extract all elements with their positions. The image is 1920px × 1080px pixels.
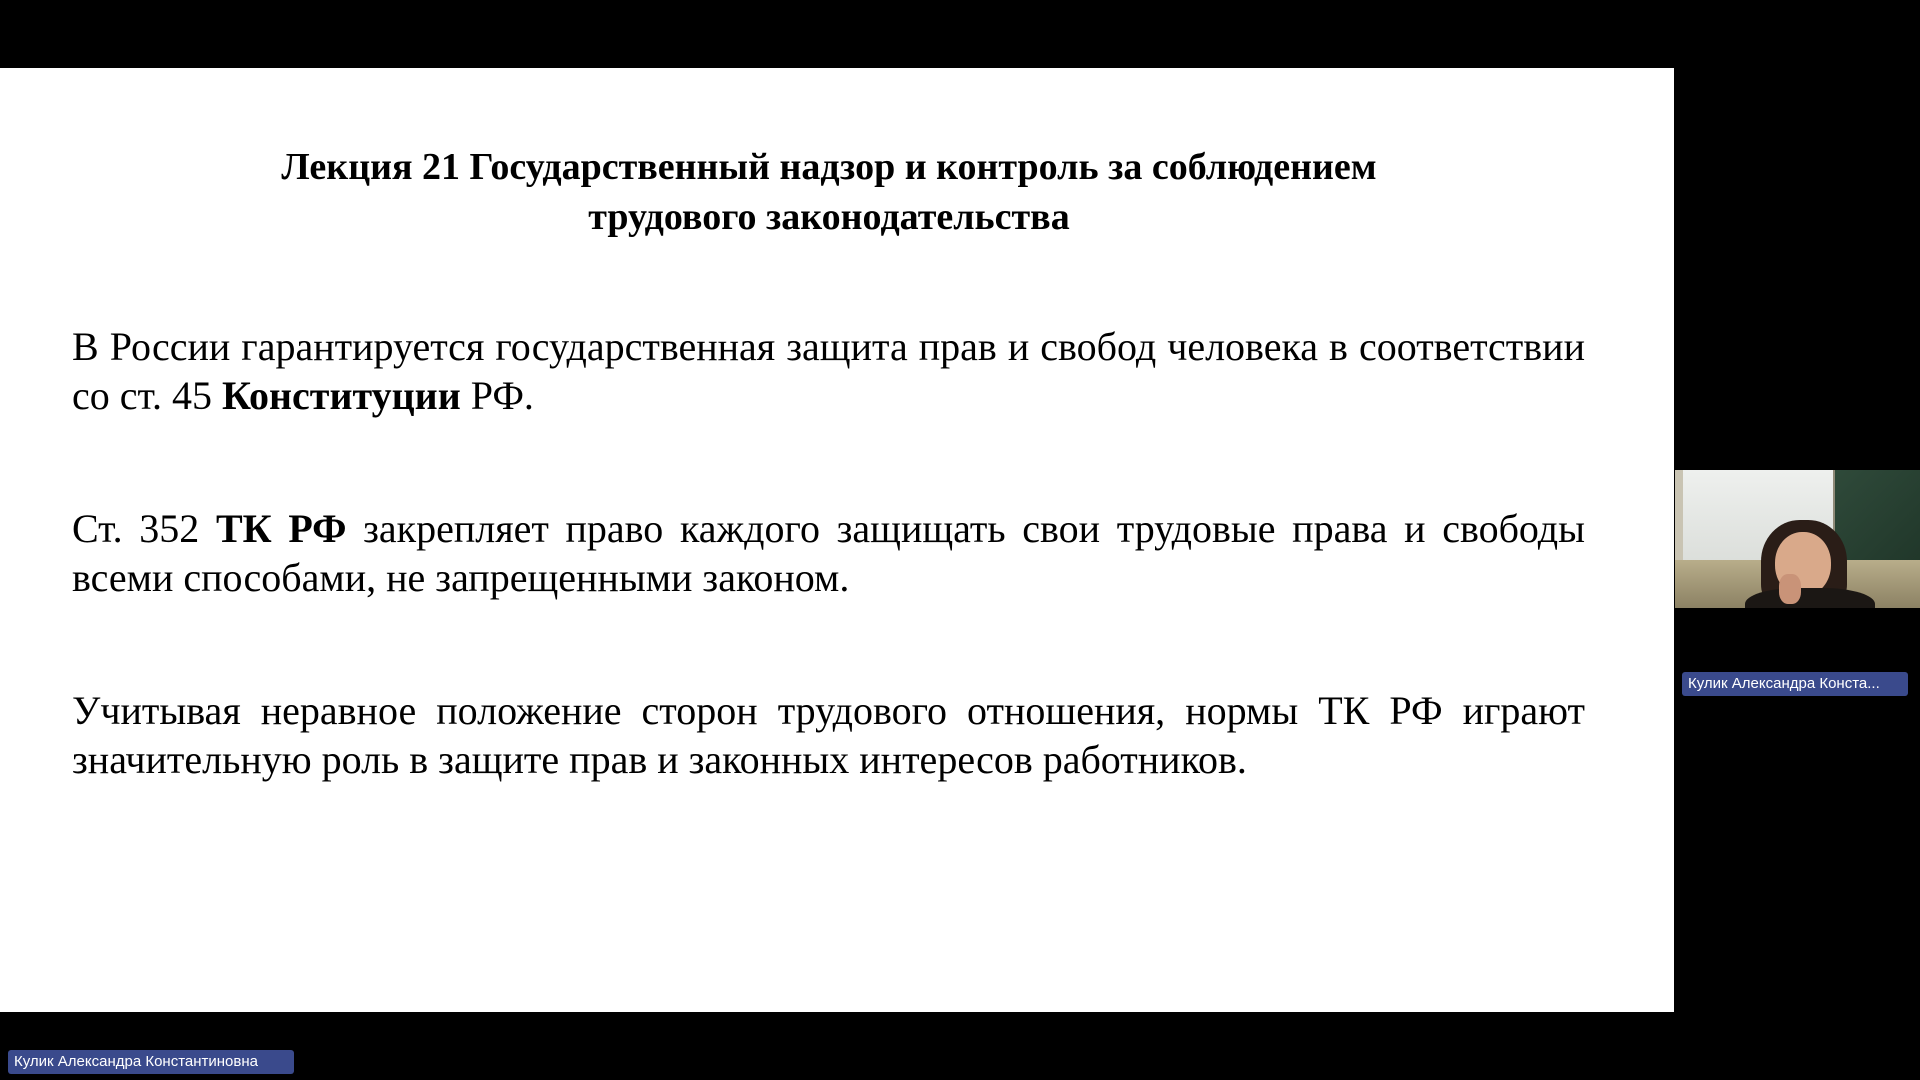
slide-paragraph-labor-code (72, 504, 1585, 602)
paragraph-bold-text: Конституции (221, 373, 461, 418)
participant-video-tile[interactable] (1675, 470, 1920, 608)
paragraph-text: закрепляет право каждого защищать свои трудовые права и свободы всеми способами, не запрещенными законом. (72, 506, 1585, 600)
paragraph-text: РФ. (460, 373, 534, 418)
participant-name-tag: Кулик Александра Конста... (1682, 672, 1908, 696)
paragraph-text: Ст. 352 (72, 506, 216, 551)
paragraph-bold-text: ТК РФ (215, 506, 347, 551)
paragraph-text: В России гарантируется государственная защита прав и свобод человека в соответствии со ст. 45 (72, 324, 1585, 418)
slide-title (0, 142, 1658, 242)
presenter-name-tag: Кулик Александра Константиновна (8, 1050, 294, 1074)
slide-paragraph-inequality (72, 686, 1585, 784)
person-hand (1779, 574, 1801, 604)
slide-title-line-1: Лекция 21 Государственный надзор и контроль за соблюдением (281, 146, 1377, 188)
slide-paragraph-constitution (72, 322, 1585, 420)
shared-slide (0, 68, 1674, 1012)
slide-title-line-2: трудового законодательства (588, 196, 1070, 238)
paragraph-text: Учитывая неравное положение сторон трудового отношения, нормы ТК РФ играют значительную роль в защите прав и законных интересов работников. (72, 688, 1585, 782)
person-body (1745, 588, 1875, 608)
